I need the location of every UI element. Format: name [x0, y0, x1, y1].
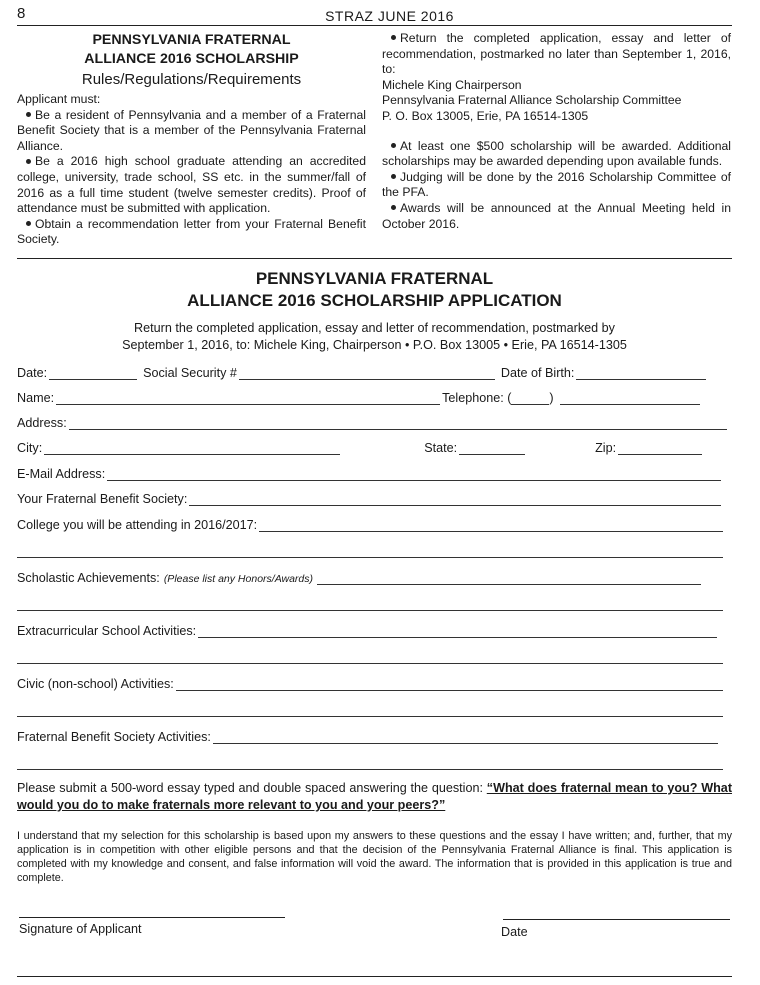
telephone-label: Telephone: ( — [442, 391, 512, 405]
bullet-icon — [391, 143, 396, 148]
college-label: College you will be attending in 2016/2017: — [17, 518, 258, 532]
row-city-state-zip — [17, 441, 727, 455]
application-intro-line2: September 1, 2016, to: Michele King, Chairperson • P.O. Box 13005 • Erie, PA 16514-1305 — [122, 338, 627, 352]
application-intro-line1: Return the completed application, essay and letter of recommendation, postmarked by — [134, 321, 615, 335]
rules-title-line2: ALLIANCE 2016 SCHOLARSHIP — [84, 51, 299, 67]
rules-subtitle: Rules/Regulations/Requirements — [81, 71, 302, 88]
rule-item: Return the completed application, essay and letter of recommendation, postmarked no later than September 1, 2016, to: — [382, 31, 731, 77]
essay-instruction: Please submit a 500-word essay typed and double spaced answering the question: “What does fraternal mean to you? What would you do to make fraternals more relevant to you and your peers?” — [17, 781, 733, 812]
row-scholastic — [17, 571, 703, 585]
page-number: 8 — [17, 5, 26, 22]
rule-item: Be a 2016 high school graduate attending an accredited college, university, trade school, SS etc. in the summer/fall of 2016 as a full time student (twelve semester credits). Proof of attendance must be submitted with application. — [17, 154, 366, 216]
state-field[interactable] — [459, 442, 525, 455]
name-label: Name: — [17, 391, 55, 405]
application-title-line1: PENNSYLVANIA FRATERNAL — [255, 269, 494, 288]
email-label: E-Mail Address: — [17, 467, 106, 481]
section-divider — [17, 258, 732, 259]
page-header — [17, 3, 732, 26]
publication-title: STRAZ JUNE 2016 — [325, 8, 454, 24]
date-signature-line[interactable] — [503, 919, 730, 920]
dob-label: Date of Birth: — [500, 366, 575, 380]
rules-title-line1: PENNSYLVANIA FRATERNAL — [92, 32, 291, 48]
scholastic-field[interactable] — [317, 572, 701, 585]
address-line: P. O. Box 13005, Erie, PA 16514-1305 — [382, 108, 589, 123]
address-line: Pennsylvania Fraternal Alliance Scholarship Committee — [382, 93, 682, 108]
extracurricular-field[interactable] — [198, 625, 717, 638]
scholastic-field-continued[interactable] — [17, 610, 723, 611]
signature-line[interactable] — [19, 917, 285, 918]
telephone-close: ) — [549, 391, 554, 405]
city-field[interactable] — [44, 442, 340, 455]
date-field[interactable] — [49, 367, 137, 380]
address-line: Michele King Chairperson — [382, 77, 522, 92]
society-label: Your Fraternal Benefit Society: — [17, 492, 188, 506]
rule-item: Be a resident of Pennsylvania and a member of a Fraternal Benefit Society that is a member of the Pennsylvania Fraternal Alliance. — [17, 107, 366, 153]
bullet-icon — [26, 112, 31, 117]
address-field[interactable] — [69, 417, 727, 430]
rules-right-column — [382, 31, 731, 232]
rule-item: Judging will be done by the 2016 Scholarship Committee of the PFA. — [382, 169, 731, 200]
bullet-icon — [391, 174, 396, 179]
ssn-label: Social Security # — [143, 366, 237, 380]
fraternal-field[interactable] — [213, 731, 718, 744]
college-field[interactable] — [259, 519, 723, 532]
rules-lead: Applicant must: — [17, 92, 101, 106]
bullet-icon — [26, 221, 31, 226]
row-society — [17, 492, 723, 506]
date-signature-label: Date — [501, 925, 528, 939]
row-address — [17, 416, 729, 430]
row-fraternal — [17, 730, 720, 744]
zip-label: Zip: — [595, 441, 617, 455]
row-date-ssn-dob — [17, 366, 717, 380]
civic-field[interactable] — [176, 678, 723, 691]
email-field[interactable] — [107, 468, 721, 481]
scholastic-label: Scholastic Achievements: — [17, 571, 160, 585]
rules-left-column — [17, 31, 366, 248]
row-email — [17, 467, 723, 481]
rule-item: At least one $500 scholarship will be awarded. Additional scholarships may be awarded depending upon available funds. — [382, 138, 731, 169]
fraternal-field-continued[interactable] — [17, 769, 723, 770]
area-code-field[interactable] — [511, 392, 549, 405]
essay-question: “What does fraternal mean to you? What would you do to make fraternals more relevant to you and your peers?” — [17, 781, 733, 812]
bullet-icon — [26, 159, 31, 164]
civic-label: Civic (non-school) Activities: — [17, 677, 174, 691]
row-college — [17, 518, 725, 532]
signature-label: Signature of Applicant — [19, 922, 142, 936]
row-extracurricular — [17, 624, 719, 638]
address-label: Address: — [17, 416, 67, 430]
bullet-icon — [391, 205, 396, 210]
row-name-phone — [17, 391, 717, 405]
zip-field[interactable] — [618, 442, 702, 455]
row-civic — [17, 677, 725, 691]
legal-statement: I understand that my selection for this scholarship is based upon my answers to these questions and the essay I have written; and, further, that my application is in competition with other eligible persons and that the decision of the Pennsylvania Fraternal Alliance is final. This application is completed with my knowledge and consent, and false information will void the award. The information that is provided in this application is true and complete. — [17, 830, 732, 884]
rule-item: Awards will be announced at the Annual Meeting held in October 2016. — [382, 200, 731, 231]
telephone-field[interactable] — [560, 392, 700, 405]
name-field[interactable] — [56, 392, 440, 405]
fraternal-label: Fraternal Benefit Society Activities: — [17, 730, 211, 744]
society-field[interactable] — [189, 493, 721, 506]
city-label: City: — [17, 441, 43, 455]
scholastic-note: (Please list any Honors/Awards) — [163, 573, 314, 585]
civic-field-continued[interactable] — [17, 716, 723, 717]
bullet-icon — [391, 35, 396, 40]
state-label: State: — [424, 441, 458, 455]
ssn-field[interactable] — [239, 367, 495, 380]
rule-item: Obtain a recommendation letter from your Fraternal Benefit Society. — [17, 216, 366, 247]
extracurricular-field-continued[interactable] — [17, 663, 723, 664]
college-field-continued[interactable] — [17, 557, 723, 558]
dob-field[interactable] — [576, 367, 706, 380]
date-label: Date: — [17, 366, 48, 380]
bottom-divider — [17, 976, 732, 977]
application-title-line2: ALLIANCE 2016 SCHOLARSHIP APPLICATION — [187, 291, 562, 310]
extracurricular-label: Extracurricular School Activities: — [17, 624, 197, 638]
